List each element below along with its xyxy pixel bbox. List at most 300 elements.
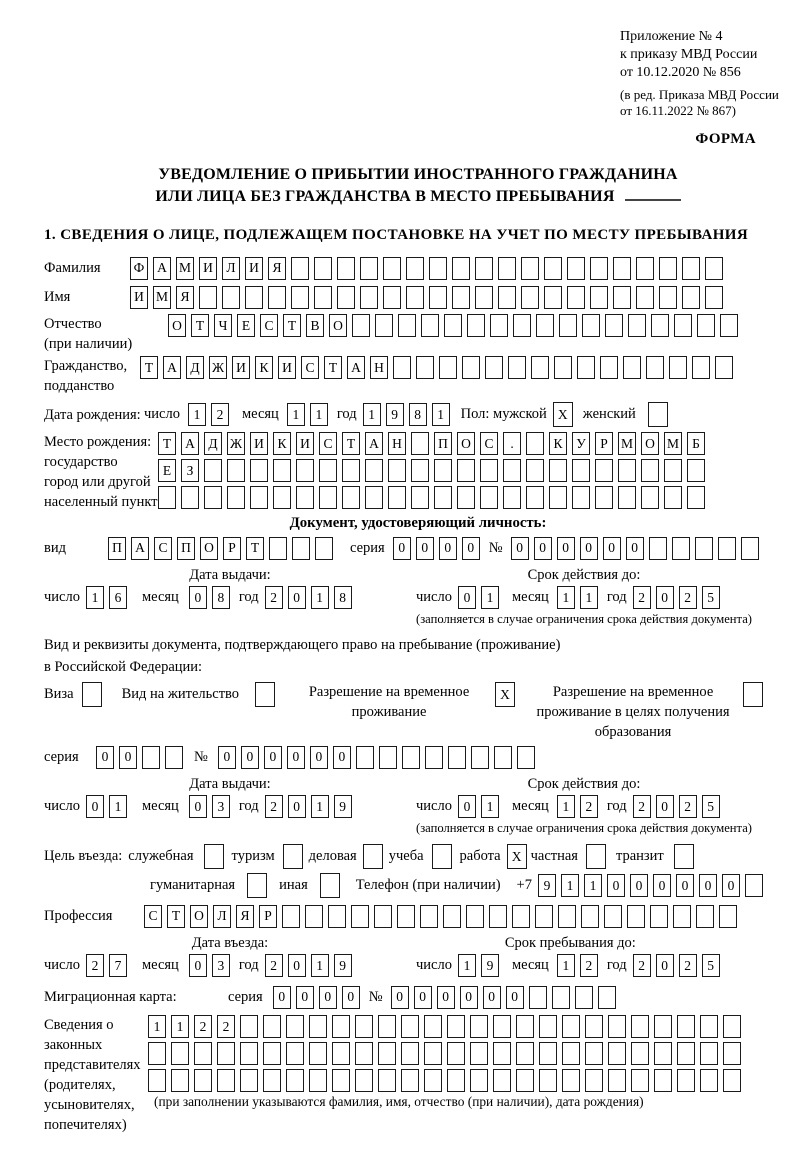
char-box <box>360 257 378 280</box>
stay-valid-day-boxes <box>458 795 504 818</box>
char-box: А <box>365 432 383 455</box>
char-box <box>618 486 636 509</box>
char-box <box>503 486 521 509</box>
char-box: 1 <box>86 586 104 609</box>
char-box <box>240 1042 258 1065</box>
birthplace-label-line1: Место рождения: <box>44 434 152 450</box>
year-label: год <box>238 798 259 814</box>
char-box: К <box>255 356 273 379</box>
char-box: 1 <box>287 403 305 426</box>
char-box: 2 <box>679 586 697 609</box>
char-box <box>705 286 723 309</box>
char-box: 9 <box>538 874 556 897</box>
stay-doc-text-line2: в Российской Федерации: <box>44 659 203 675</box>
field-citizenship <box>44 356 792 396</box>
char-box: О <box>200 537 218 560</box>
char-box <box>217 1069 235 1092</box>
char-box: Ч <box>214 314 232 337</box>
char-box <box>263 1042 281 1065</box>
char-box <box>636 257 654 280</box>
char-box: М <box>664 432 682 455</box>
char-box: 0 <box>458 795 476 818</box>
char-box: М <box>618 432 636 455</box>
char-box <box>508 356 526 379</box>
char-box <box>470 1015 488 1038</box>
char-box: Я <box>236 905 254 928</box>
iddoc-number-boxes <box>511 537 764 560</box>
char-box <box>383 257 401 280</box>
char-box <box>595 486 613 509</box>
char-box <box>485 356 503 379</box>
iddoc-valid-until-row <box>416 586 752 609</box>
iddoc-series-boxes <box>393 537 485 560</box>
char-box <box>217 1042 235 1065</box>
char-box <box>659 257 677 280</box>
char-box <box>383 286 401 309</box>
char-box: 8 <box>334 586 352 609</box>
series-label: серия <box>228 988 263 1005</box>
purpose-private-label: частная <box>530 848 578 864</box>
annex-line: Приложение № 4 <box>620 29 723 44</box>
birthplace-label <box>44 432 158 512</box>
char-box: 3 <box>212 795 230 818</box>
char-box <box>641 459 659 482</box>
char-box <box>631 1042 649 1065</box>
char-box <box>554 356 572 379</box>
char-box: 0 <box>699 874 717 897</box>
char-box <box>406 286 424 309</box>
checkbox-purpose-study <box>432 844 452 869</box>
char-box: 8 <box>409 403 427 426</box>
char-box: 0 <box>119 746 137 769</box>
char-box: 1 <box>109 795 127 818</box>
birth-date-label: Дата рождения: <box>44 406 141 423</box>
char-box: 1 <box>557 586 575 609</box>
char-box: 1 <box>363 403 381 426</box>
temp-residence-label: Разрешение на временное проживание <box>308 684 470 720</box>
char-box: Т <box>342 432 360 455</box>
char-box <box>194 1042 212 1065</box>
char-box <box>337 286 355 309</box>
char-box <box>664 459 682 482</box>
char-box <box>539 1069 557 1092</box>
char-box: М <box>153 286 171 309</box>
stay-doc-options <box>44 682 792 742</box>
annex-block <box>620 28 792 119</box>
annex-revision-line: (в ред. Приказа МВД России <box>620 87 779 102</box>
char-box: О <box>457 432 475 455</box>
field-purpose-extra-phone <box>150 873 792 898</box>
char-box <box>613 286 631 309</box>
char-box: 1 <box>557 954 575 977</box>
stay-doc-dates <box>44 775 792 836</box>
char-box: 1 <box>481 586 499 609</box>
entry-month-boxes <box>189 954 235 977</box>
purpose-official-label: служебная <box>128 848 194 864</box>
legal-label-line1: Сведения о <box>44 1017 114 1033</box>
char-box <box>204 459 222 482</box>
month-label: месяц <box>511 589 549 605</box>
char-box: С <box>319 432 337 455</box>
entry-dates <box>44 934 792 977</box>
char-box <box>332 1015 350 1038</box>
form-title-line2-text: ИЛИ ЛИЦА БЕЗ ГРАЖДАНСТВА В МЕСТО ПРЕБЫВАНИЯ <box>155 188 615 205</box>
char-box: 2 <box>580 795 598 818</box>
day-label: число <box>44 589 80 605</box>
legal-label-line4: (родителях, <box>44 1077 116 1093</box>
char-box <box>526 459 544 482</box>
char-box <box>682 257 700 280</box>
char-box: 0 <box>393 537 411 560</box>
migration-card-label: Миграционная карта: <box>44 989 177 1005</box>
char-box <box>696 905 714 928</box>
char-box: И <box>199 257 217 280</box>
char-box: 0 <box>653 874 671 897</box>
char-box <box>682 286 700 309</box>
char-box <box>517 746 535 769</box>
char-box: 2 <box>217 1015 235 1038</box>
char-box <box>245 286 263 309</box>
char-box <box>493 1069 511 1092</box>
char-box <box>375 314 393 337</box>
char-box <box>416 356 434 379</box>
field-legal-representatives <box>44 1015 792 1135</box>
char-box: 2 <box>633 586 651 609</box>
field-profession <box>44 904 792 928</box>
entry-date <box>44 934 416 977</box>
char-box: 7 <box>109 954 127 977</box>
stay-until <box>416 934 725 977</box>
given-name-label: Имя <box>44 289 71 305</box>
char-box: А <box>163 356 181 379</box>
char-box <box>536 314 554 337</box>
citizenship-boxes <box>140 356 738 379</box>
birthplace-label-line4: населенный пункт <box>44 494 158 510</box>
iddoc-issue-date-row <box>44 586 416 609</box>
char-box: И <box>250 432 268 455</box>
char-box <box>498 257 516 280</box>
char-box <box>539 1015 557 1038</box>
year-label: год <box>336 406 357 422</box>
char-box <box>490 314 508 337</box>
char-box: И <box>278 356 296 379</box>
char-box <box>429 257 447 280</box>
char-box: А <box>347 356 365 379</box>
birthplace-boxes-row3 <box>158 486 710 509</box>
char-box <box>452 257 470 280</box>
month-label: месяц <box>141 589 179 605</box>
char-box <box>521 257 539 280</box>
char-box <box>741 537 759 560</box>
char-box <box>434 486 452 509</box>
char-box: 1 <box>148 1015 166 1038</box>
citizenship-label <box>44 356 140 396</box>
purpose-tourism-label: туризм <box>231 848 275 864</box>
char-box: Р <box>223 537 241 560</box>
char-box <box>443 905 461 928</box>
checkbox-purpose-humanitarian <box>247 873 267 898</box>
char-box <box>567 257 585 280</box>
char-box <box>664 486 682 509</box>
migration-series-boxes <box>273 986 365 1009</box>
char-box <box>148 1042 166 1065</box>
surname-boxes <box>130 257 728 280</box>
char-box: Е <box>158 459 176 482</box>
month-label: месяц <box>511 957 549 973</box>
char-box: 0 <box>333 746 351 769</box>
day-label: число <box>44 798 80 814</box>
char-box <box>342 486 360 509</box>
char-box: 8 <box>212 586 230 609</box>
char-box: 0 <box>506 986 524 1009</box>
iddoc-issue-year-boxes <box>265 586 357 609</box>
day-label: число <box>416 957 452 973</box>
phone-prefix: +7 <box>516 877 532 893</box>
char-box: 0 <box>603 537 621 560</box>
char-box <box>397 905 415 928</box>
char-box <box>582 314 600 337</box>
char-box <box>420 905 438 928</box>
char-box: С <box>260 314 278 337</box>
doc-type-label: вид <box>44 540 66 556</box>
char-box <box>654 1069 672 1092</box>
char-box: П <box>434 432 452 455</box>
stay-issue-date <box>44 775 416 818</box>
char-box <box>697 314 715 337</box>
char-box <box>631 1015 649 1038</box>
char-box <box>516 1042 534 1065</box>
iddoc-dates <box>44 566 792 627</box>
char-box <box>263 1069 281 1092</box>
char-box <box>171 1069 189 1092</box>
legal-label-line3: представителях <box>44 1057 141 1073</box>
field-birthplace <box>44 432 792 512</box>
char-box <box>273 459 291 482</box>
char-box <box>516 1069 534 1092</box>
number-label: № <box>368 988 383 1005</box>
issue-date-heading: Дата выдачи: <box>189 567 271 583</box>
char-box: 2 <box>265 586 283 609</box>
char-box: Т <box>167 905 185 928</box>
profession-label: Профессия <box>44 908 113 924</box>
char-box: А <box>181 432 199 455</box>
char-box <box>623 356 641 379</box>
stay-number-boxes <box>218 746 540 769</box>
char-box: Я <box>268 257 286 280</box>
char-box: 1 <box>584 874 602 897</box>
checkbox-purpose-work: X <box>507 844 527 869</box>
char-box: Я <box>176 286 194 309</box>
char-box <box>355 1042 373 1065</box>
char-box <box>411 486 429 509</box>
char-box: 0 <box>557 537 575 560</box>
char-box: 1 <box>171 1015 189 1038</box>
stay-valid-year-boxes <box>633 795 725 818</box>
char-box: 5 <box>702 954 720 977</box>
entry-day-boxes <box>86 954 132 977</box>
char-box <box>305 905 323 928</box>
char-box: 1 <box>557 795 575 818</box>
char-box: 0 <box>656 954 674 977</box>
birth-month-boxes <box>287 403 333 426</box>
char-box <box>718 537 736 560</box>
char-box: 2 <box>633 795 651 818</box>
char-box: Л <box>213 905 231 928</box>
legal-representatives-label <box>44 1015 148 1135</box>
char-box: К <box>273 432 291 455</box>
char-box <box>227 486 245 509</box>
char-box <box>526 486 544 509</box>
char-box: 0 <box>288 586 306 609</box>
annex-line: к приказу МВД России <box>620 47 758 62</box>
char-box <box>291 286 309 309</box>
char-box <box>608 1069 626 1092</box>
char-box <box>549 459 567 482</box>
char-box <box>250 459 268 482</box>
char-box <box>273 486 291 509</box>
entry-date-row <box>44 954 416 977</box>
form-title <box>44 164 792 208</box>
char-box <box>296 459 314 482</box>
char-box: 0 <box>607 874 625 897</box>
char-box <box>672 537 690 560</box>
iddoc-heading: Документ, удостоверяющий личность: <box>289 515 547 531</box>
birthplace-label-line2: государство <box>44 454 118 470</box>
form-title-line2 <box>44 186 792 208</box>
iddoc-valid-until <box>416 566 752 627</box>
char-box <box>512 905 530 928</box>
char-box <box>424 1015 442 1038</box>
char-box <box>401 1042 419 1065</box>
form-title-line1: УВЕДОМЛЕНИЕ О ПРИБЫТИИ ИНОСТРАННОГО ГРАЖДАНИНА <box>158 166 678 183</box>
char-box: 0 <box>273 986 291 1009</box>
char-box: 1 <box>311 954 329 977</box>
char-box <box>269 537 287 560</box>
stay-until-row <box>416 954 725 977</box>
checkbox-temp-residence-edu <box>743 682 763 707</box>
char-box: 1 <box>311 586 329 609</box>
purpose-transit-label: транзит <box>615 848 664 864</box>
char-box: В <box>306 314 324 337</box>
sex-female-label: женский <box>582 406 636 422</box>
char-box: С <box>144 905 162 928</box>
checkbox-purpose-tourism <box>283 844 303 869</box>
char-box <box>462 356 480 379</box>
char-box <box>600 356 618 379</box>
char-box <box>471 746 489 769</box>
char-box: А <box>131 537 149 560</box>
char-box <box>489 905 507 928</box>
char-box: 0 <box>483 986 501 1009</box>
char-box <box>719 905 737 928</box>
char-box <box>513 314 531 337</box>
iddoc-valid-month-boxes <box>557 586 603 609</box>
checkbox-sex-male: X <box>553 402 573 427</box>
char-box: 0 <box>189 586 207 609</box>
char-box <box>585 1069 603 1092</box>
char-box <box>457 486 475 509</box>
form-label: ФОРМА <box>695 131 756 147</box>
char-box <box>286 1042 304 1065</box>
char-box: 0 <box>626 537 644 560</box>
char-box: 0 <box>656 795 674 818</box>
char-box: И <box>245 257 263 280</box>
char-box <box>292 537 310 560</box>
field-patronymic <box>44 314 792 354</box>
char-box <box>595 459 613 482</box>
day-label: число <box>44 957 80 973</box>
char-box <box>585 1015 603 1038</box>
char-box <box>705 257 723 280</box>
char-box: 0 <box>722 874 740 897</box>
iddoc-valid-day-boxes <box>458 586 504 609</box>
char-box <box>539 1042 557 1065</box>
char-box <box>194 1069 212 1092</box>
char-box <box>286 1015 304 1038</box>
char-box: 0 <box>656 586 674 609</box>
stay-issue-date-row <box>44 795 416 818</box>
char-box <box>480 486 498 509</box>
char-box <box>452 286 470 309</box>
char-box <box>636 286 654 309</box>
field-surname <box>44 256 792 280</box>
char-box <box>651 314 669 337</box>
char-box: С <box>480 432 498 455</box>
char-box <box>240 1015 258 1038</box>
char-box: 0 <box>580 537 598 560</box>
char-box <box>158 486 176 509</box>
char-box <box>493 1015 511 1038</box>
char-box <box>531 356 549 379</box>
char-box <box>286 1069 304 1092</box>
surname-label: Фамилия <box>44 260 101 276</box>
stay-issue-month-boxes <box>189 795 235 818</box>
char-box: Д <box>204 432 222 455</box>
char-box: О <box>168 314 186 337</box>
purpose-study-label: учеба <box>388 848 424 864</box>
char-box: 0 <box>86 795 104 818</box>
legal-boxes-row2 <box>148 1042 746 1065</box>
char-box <box>503 459 521 482</box>
section1-heading: 1. СВЕДЕНИЯ О ЛИЦЕ, ПОДЛЕЖАЩЕМ ПОСТАНОВКЕ НА УЧЕТ ПО МЕСТУ ПРЕБЫВАНИЯ <box>44 227 749 243</box>
field-purpose <box>44 844 792 869</box>
char-box <box>470 1042 488 1065</box>
char-box <box>604 905 622 928</box>
annex-line: от 10.12.2020 № 856 <box>620 65 741 80</box>
char-box <box>309 1042 327 1065</box>
char-box <box>411 459 429 482</box>
char-box <box>470 1069 488 1092</box>
char-box: Т <box>324 356 342 379</box>
char-box <box>393 356 411 379</box>
char-box <box>448 746 466 769</box>
char-box: 9 <box>334 795 352 818</box>
char-box <box>332 1042 350 1065</box>
year-label: год <box>606 798 627 814</box>
char-box <box>695 537 713 560</box>
char-box <box>562 1042 580 1065</box>
valid-until-heading: Срок действия до: <box>527 776 641 792</box>
char-box: 0 <box>189 954 207 977</box>
stay-doc-text-line1: Вид и реквизиты документа, подтверждающего право на пребывание (проживание) <box>44 637 561 653</box>
char-box <box>745 874 763 897</box>
char-box <box>296 486 314 509</box>
char-box <box>723 1069 741 1092</box>
char-box: Т <box>140 356 158 379</box>
char-box: Н <box>370 356 388 379</box>
char-box <box>585 1042 603 1065</box>
char-box <box>715 356 733 379</box>
